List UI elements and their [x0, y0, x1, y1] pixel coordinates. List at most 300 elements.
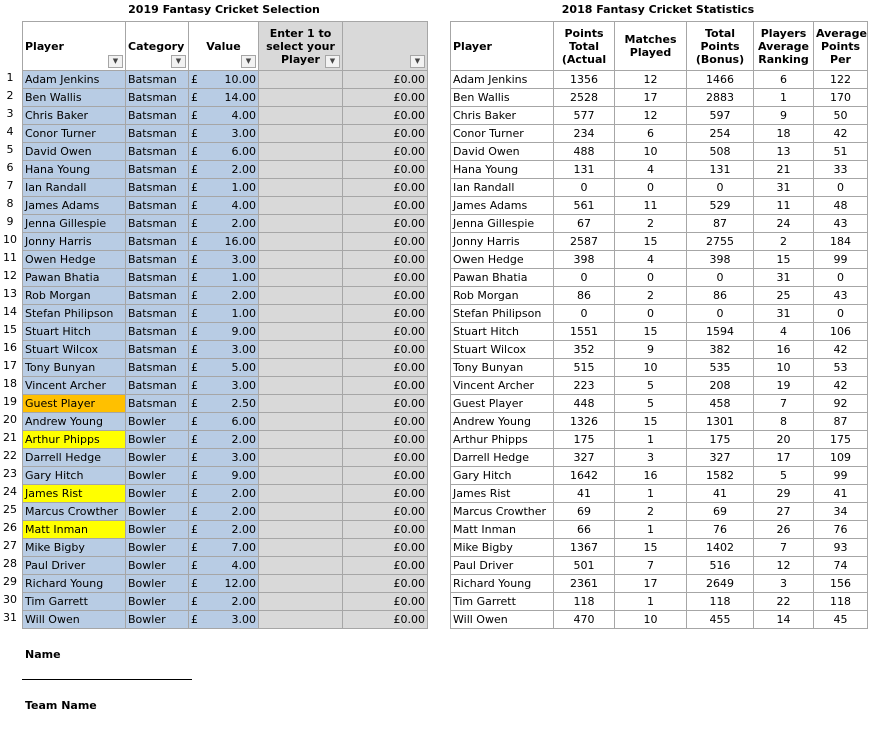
total-points-bonus-cell[interactable]: 516: [687, 557, 754, 575]
average-ranking-cell[interactable]: 4: [754, 323, 814, 341]
matches-played-cell[interactable]: 0: [615, 179, 687, 197]
points-total-cell[interactable]: 234: [554, 125, 615, 143]
total-points-bonus-cell[interactable]: 131: [687, 161, 754, 179]
cost-cell[interactable]: £0.00: [343, 161, 428, 179]
select-input-cell[interactable]: [259, 125, 343, 143]
value-cell[interactable]: [189, 143, 259, 161]
cost-cell[interactable]: £0.00: [343, 467, 428, 485]
average-ranking-cell[interactable]: 20: [754, 431, 814, 449]
value-cell[interactable]: [189, 89, 259, 107]
select-input-cell[interactable]: [259, 503, 343, 521]
stats-player-cell[interactable]: Paul Driver: [451, 557, 554, 575]
category-cell[interactable]: Batsman: [126, 305, 189, 323]
select-input-cell[interactable]: [259, 431, 343, 449]
average-ranking-cell[interactable]: 13: [754, 143, 814, 161]
stats-player-cell[interactable]: Pawan Bhatia: [451, 269, 554, 287]
total-points-bonus-cell[interactable]: 254: [687, 125, 754, 143]
stats-player-cell[interactable]: Hana Young: [451, 161, 554, 179]
stats-player-cell[interactable]: Richard Young: [451, 575, 554, 593]
average-ranking-cell[interactable]: 8: [754, 413, 814, 431]
stats-player-cell[interactable]: Conor Turner: [451, 125, 554, 143]
points-total-cell[interactable]: 69: [554, 503, 615, 521]
matches-played-cell[interactable]: 1: [615, 431, 687, 449]
category-cell[interactable]: Batsman: [126, 215, 189, 233]
average-ranking-cell[interactable]: 1: [754, 89, 814, 107]
matches-played-cell[interactable]: 4: [615, 251, 687, 269]
value-cell[interactable]: [189, 323, 259, 341]
average-ranking-cell[interactable]: 12: [754, 557, 814, 575]
matches-played-cell[interactable]: 1: [615, 521, 687, 539]
filter-dropdown-icon[interactable]: ▼: [108, 55, 123, 68]
cost-cell[interactable]: £0.00: [343, 179, 428, 197]
stats-player-cell[interactable]: Gary Hitch: [451, 467, 554, 485]
category-cell[interactable]: Batsman: [126, 125, 189, 143]
average-points-cell[interactable]: 122: [814, 71, 868, 89]
average-ranking-cell[interactable]: 9: [754, 107, 814, 125]
value-cell[interactable]: [189, 377, 259, 395]
average-ranking-cell[interactable]: 22: [754, 593, 814, 611]
average-points-cell[interactable]: 43: [814, 287, 868, 305]
player-name-cell[interactable]: David Owen: [23, 143, 126, 161]
points-total-cell[interactable]: 515: [554, 359, 615, 377]
cost-cell[interactable]: £0.00: [343, 593, 428, 611]
player-name-cell[interactable]: Gary Hitch: [23, 467, 126, 485]
value-cell[interactable]: [189, 161, 259, 179]
player-name-cell[interactable]: Arthur Phipps: [23, 431, 126, 449]
value-cell[interactable]: [189, 485, 259, 503]
select-input-cell[interactable]: [259, 467, 343, 485]
average-points-cell[interactable]: 0: [814, 305, 868, 323]
select-input-cell[interactable]: [259, 521, 343, 539]
name-input-line[interactable]: [22, 679, 192, 680]
points-total-cell[interactable]: 2587: [554, 233, 615, 251]
category-cell[interactable]: Bowler: [126, 557, 189, 575]
player-name-cell[interactable]: Jenna Gillespie: [23, 215, 126, 233]
cost-cell[interactable]: £0.00: [343, 557, 428, 575]
player-name-cell[interactable]: Tony Bunyan: [23, 359, 126, 377]
average-points-cell[interactable]: 109: [814, 449, 868, 467]
player-name-cell[interactable]: Mike Bigby: [23, 539, 126, 557]
points-total-cell[interactable]: 0: [554, 269, 615, 287]
average-points-cell[interactable]: 93: [814, 539, 868, 557]
average-points-cell[interactable]: 106: [814, 323, 868, 341]
average-points-cell[interactable]: 45: [814, 611, 868, 629]
select-input-cell[interactable]: [259, 179, 343, 197]
stats-player-cell[interactable]: Jonny Harris: [451, 233, 554, 251]
matches-played-cell[interactable]: 5: [615, 377, 687, 395]
average-points-cell[interactable]: 42: [814, 341, 868, 359]
total-points-bonus-cell[interactable]: 327: [687, 449, 754, 467]
filter-dropdown-icon[interactable]: ▼: [325, 55, 340, 68]
value-cell[interactable]: [189, 125, 259, 143]
cost-cell[interactable]: £0.00: [343, 503, 428, 521]
points-total-cell[interactable]: 66: [554, 521, 615, 539]
matches-played-cell[interactable]: 1: [615, 485, 687, 503]
matches-played-cell[interactable]: 9: [615, 341, 687, 359]
cost-cell[interactable]: £0.00: [343, 287, 428, 305]
average-points-cell[interactable]: 42: [814, 125, 868, 143]
value-cell[interactable]: [189, 215, 259, 233]
total-points-bonus-cell[interactable]: 86: [687, 287, 754, 305]
total-points-bonus-cell[interactable]: 2883: [687, 89, 754, 107]
select-input-cell[interactable]: [259, 89, 343, 107]
category-cell[interactable]: Bowler: [126, 539, 189, 557]
value-cell[interactable]: [189, 179, 259, 197]
player-name-cell[interactable]: Adam Jenkins: [23, 71, 126, 89]
stats-player-cell[interactable]: Andrew Young: [451, 413, 554, 431]
category-cell[interactable]: Batsman: [126, 323, 189, 341]
average-ranking-cell[interactable]: 7: [754, 539, 814, 557]
select-input-cell[interactable]: [259, 557, 343, 575]
total-points-bonus-cell[interactable]: 2755: [687, 233, 754, 251]
points-total-cell[interactable]: 2361: [554, 575, 615, 593]
cost-cell[interactable]: £0.00: [343, 323, 428, 341]
value-cell[interactable]: [189, 341, 259, 359]
cost-cell[interactable]: £0.00: [343, 269, 428, 287]
average-ranking-cell[interactable]: 31: [754, 179, 814, 197]
select-input-cell[interactable]: [259, 341, 343, 359]
select-input-cell[interactable]: [259, 71, 343, 89]
select-input-cell[interactable]: [259, 413, 343, 431]
value-cell[interactable]: [189, 197, 259, 215]
stats-player-cell[interactable]: Will Owen: [451, 611, 554, 629]
average-ranking-cell[interactable]: 7: [754, 395, 814, 413]
total-points-bonus-cell[interactable]: 76: [687, 521, 754, 539]
cost-cell[interactable]: £0.00: [343, 395, 428, 413]
points-total-cell[interactable]: 0: [554, 179, 615, 197]
total-points-bonus-cell[interactable]: 508: [687, 143, 754, 161]
average-ranking-cell[interactable]: 18: [754, 125, 814, 143]
select-input-cell[interactable]: [259, 215, 343, 233]
average-points-cell[interactable]: 42: [814, 377, 868, 395]
average-points-cell[interactable]: 170: [814, 89, 868, 107]
cost-cell[interactable]: £0.00: [343, 197, 428, 215]
matches-played-cell[interactable]: 15: [615, 413, 687, 431]
total-points-bonus-cell[interactable]: 1402: [687, 539, 754, 557]
stats-player-cell[interactable]: Ben Wallis: [451, 89, 554, 107]
filter-dropdown-icon[interactable]: ▼: [171, 55, 186, 68]
category-cell[interactable]: Bowler: [126, 503, 189, 521]
player-name-cell[interactable]: Guest Player: [23, 395, 126, 413]
total-points-bonus-cell[interactable]: 175: [687, 431, 754, 449]
points-total-cell[interactable]: 131: [554, 161, 615, 179]
average-points-cell[interactable]: 50: [814, 107, 868, 125]
average-ranking-cell[interactable]: 15: [754, 251, 814, 269]
cost-cell[interactable]: £0.00: [343, 539, 428, 557]
filter-dropdown-icon[interactable]: ▼: [241, 55, 256, 68]
matches-played-cell[interactable]: 2: [615, 215, 687, 233]
average-points-cell[interactable]: 0: [814, 269, 868, 287]
player-name-cell[interactable]: Tim Garrett: [23, 593, 126, 611]
select-input-cell[interactable]: [259, 251, 343, 269]
select-input-cell[interactable]: [259, 575, 343, 593]
cost-cell[interactable]: £0.00: [343, 449, 428, 467]
matches-played-cell[interactable]: 15: [615, 539, 687, 557]
average-ranking-cell[interactable]: 17: [754, 449, 814, 467]
category-cell[interactable]: Batsman: [126, 143, 189, 161]
average-points-cell[interactable]: 92: [814, 395, 868, 413]
select-input-cell[interactable]: [259, 485, 343, 503]
filter-dropdown-icon[interactable]: ▼: [410, 55, 425, 68]
matches-played-cell[interactable]: 15: [615, 323, 687, 341]
matches-played-cell[interactable]: 2: [615, 503, 687, 521]
matches-played-cell[interactable]: 2: [615, 287, 687, 305]
stats-player-cell[interactable]: Marcus Crowther: [451, 503, 554, 521]
total-points-bonus-cell[interactable]: 0: [687, 269, 754, 287]
stats-player-cell[interactable]: Jenna Gillespie: [451, 215, 554, 233]
stats-player-cell[interactable]: Ian Randall: [451, 179, 554, 197]
category-cell[interactable]: Batsman: [126, 251, 189, 269]
average-ranking-cell[interactable]: 19: [754, 377, 814, 395]
points-total-cell[interactable]: 1642: [554, 467, 615, 485]
total-points-bonus-cell[interactable]: 1582: [687, 467, 754, 485]
player-name-cell[interactable]: James Adams: [23, 197, 126, 215]
player-name-cell[interactable]: James Rist: [23, 485, 126, 503]
matches-played-cell[interactable]: 1: [615, 593, 687, 611]
points-total-cell[interactable]: 2528: [554, 89, 615, 107]
total-points-bonus-cell[interactable]: 529: [687, 197, 754, 215]
select-input-cell[interactable]: [259, 233, 343, 251]
value-cell[interactable]: [189, 413, 259, 431]
select-input-cell[interactable]: [259, 449, 343, 467]
stats-player-cell[interactable]: James Rist: [451, 485, 554, 503]
average-points-cell[interactable]: 175: [814, 431, 868, 449]
stats-player-cell[interactable]: David Owen: [451, 143, 554, 161]
player-name-cell[interactable]: Richard Young: [23, 575, 126, 593]
average-points-cell[interactable]: 184: [814, 233, 868, 251]
value-cell[interactable]: [189, 521, 259, 539]
cost-cell[interactable]: £0.00: [343, 575, 428, 593]
player-name-cell[interactable]: Paul Driver: [23, 557, 126, 575]
average-ranking-cell[interactable]: 6: [754, 71, 814, 89]
value-cell[interactable]: [189, 287, 259, 305]
stats-player-cell[interactable]: James Adams: [451, 197, 554, 215]
value-cell[interactable]: [189, 71, 259, 89]
total-points-bonus-cell[interactable]: 0: [687, 179, 754, 197]
category-cell[interactable]: Batsman: [126, 161, 189, 179]
value-cell[interactable]: [189, 107, 259, 125]
matches-played-cell[interactable]: 17: [615, 575, 687, 593]
points-total-cell[interactable]: 118: [554, 593, 615, 611]
value-cell[interactable]: [189, 359, 259, 377]
cost-cell[interactable]: £0.00: [343, 71, 428, 89]
player-name-cell[interactable]: Darrell Hedge: [23, 449, 126, 467]
average-points-cell[interactable]: 76: [814, 521, 868, 539]
player-name-cell[interactable]: Hana Young: [23, 161, 126, 179]
points-total-cell[interactable]: 352: [554, 341, 615, 359]
matches-played-cell[interactable]: 11: [615, 197, 687, 215]
matches-played-cell[interactable]: 6: [615, 125, 687, 143]
value-cell[interactable]: [189, 539, 259, 557]
points-total-cell[interactable]: 448: [554, 395, 615, 413]
average-points-cell[interactable]: 43: [814, 215, 868, 233]
matches-played-cell[interactable]: 15: [615, 233, 687, 251]
value-cell[interactable]: [189, 575, 259, 593]
total-points-bonus-cell[interactable]: 87: [687, 215, 754, 233]
value-cell[interactable]: [189, 269, 259, 287]
cost-cell[interactable]: £0.00: [343, 215, 428, 233]
category-cell[interactable]: Batsman: [126, 377, 189, 395]
average-points-cell[interactable]: 33: [814, 161, 868, 179]
points-total-cell[interactable]: 561: [554, 197, 615, 215]
stats-player-cell[interactable]: Vincent Archer: [451, 377, 554, 395]
player-name-cell[interactable]: Owen Hedge: [23, 251, 126, 269]
total-points-bonus-cell[interactable]: 1301: [687, 413, 754, 431]
stats-player-cell[interactable]: Stefan Philipson: [451, 305, 554, 323]
total-points-bonus-cell[interactable]: 597: [687, 107, 754, 125]
select-input-cell[interactable]: [259, 107, 343, 125]
cost-cell[interactable]: £0.00: [343, 521, 428, 539]
cost-cell[interactable]: £0.00: [343, 341, 428, 359]
matches-played-cell[interactable]: 4: [615, 161, 687, 179]
category-cell[interactable]: Batsman: [126, 71, 189, 89]
average-points-cell[interactable]: 41: [814, 485, 868, 503]
total-points-bonus-cell[interactable]: 458: [687, 395, 754, 413]
matches-played-cell[interactable]: 12: [615, 107, 687, 125]
cost-cell[interactable]: £0.00: [343, 431, 428, 449]
stats-player-cell[interactable]: Matt Inman: [451, 521, 554, 539]
cost-cell[interactable]: £0.00: [343, 89, 428, 107]
player-name-cell[interactable]: Will Owen: [23, 611, 126, 629]
cost-cell[interactable]: £0.00: [343, 233, 428, 251]
total-points-bonus-cell[interactable]: 0: [687, 305, 754, 323]
points-total-cell[interactable]: 41: [554, 485, 615, 503]
select-input-cell[interactable]: [259, 593, 343, 611]
player-name-cell[interactable]: Rob Morgan: [23, 287, 126, 305]
select-input-cell[interactable]: [259, 161, 343, 179]
player-name-cell[interactable]: Marcus Crowther: [23, 503, 126, 521]
player-name-cell[interactable]: Vincent Archer: [23, 377, 126, 395]
select-input-cell[interactable]: [259, 143, 343, 161]
category-cell[interactable]: Bowler: [126, 431, 189, 449]
select-input-cell[interactable]: [259, 539, 343, 557]
select-input-cell[interactable]: [259, 287, 343, 305]
points-total-cell[interactable]: 577: [554, 107, 615, 125]
cost-cell[interactable]: £0.00: [343, 611, 428, 629]
matches-played-cell[interactable]: 10: [615, 143, 687, 161]
player-name-cell[interactable]: Matt Inman: [23, 521, 126, 539]
stats-player-cell[interactable]: Guest Player: [451, 395, 554, 413]
total-points-bonus-cell[interactable]: 398: [687, 251, 754, 269]
points-total-cell[interactable]: 398: [554, 251, 615, 269]
average-ranking-cell[interactable]: 27: [754, 503, 814, 521]
average-points-cell[interactable]: 99: [814, 467, 868, 485]
player-name-cell[interactable]: Conor Turner: [23, 125, 126, 143]
category-cell[interactable]: Bowler: [126, 467, 189, 485]
stats-player-cell[interactable]: Tony Bunyan: [451, 359, 554, 377]
select-input-cell[interactable]: [259, 611, 343, 629]
average-ranking-cell[interactable]: 31: [754, 269, 814, 287]
average-ranking-cell[interactable]: 24: [754, 215, 814, 233]
average-points-cell[interactable]: 48: [814, 197, 868, 215]
matches-played-cell[interactable]: 10: [615, 611, 687, 629]
total-points-bonus-cell[interactable]: 208: [687, 377, 754, 395]
cost-cell[interactable]: £0.00: [343, 377, 428, 395]
player-name-cell[interactable]: Stuart Wilcox: [23, 341, 126, 359]
average-ranking-cell[interactable]: 14: [754, 611, 814, 629]
cost-cell[interactable]: £0.00: [343, 143, 428, 161]
stats-player-cell[interactable]: Mike Bigby: [451, 539, 554, 557]
value-cell[interactable]: [189, 557, 259, 575]
total-points-bonus-cell[interactable]: 455: [687, 611, 754, 629]
cost-cell[interactable]: £0.00: [343, 359, 428, 377]
category-cell[interactable]: Batsman: [126, 179, 189, 197]
value-cell[interactable]: [189, 593, 259, 611]
category-cell[interactable]: Batsman: [126, 89, 189, 107]
points-total-cell[interactable]: 470: [554, 611, 615, 629]
stats-player-cell[interactable]: Darrell Hedge: [451, 449, 554, 467]
points-total-cell[interactable]: 501: [554, 557, 615, 575]
average-ranking-cell[interactable]: 10: [754, 359, 814, 377]
player-name-cell[interactable]: Pawan Bhatia: [23, 269, 126, 287]
points-total-cell[interactable]: 1551: [554, 323, 615, 341]
total-points-bonus-cell[interactable]: 118: [687, 593, 754, 611]
value-cell[interactable]: [189, 395, 259, 413]
value-cell[interactable]: [189, 305, 259, 323]
average-ranking-cell[interactable]: 26: [754, 521, 814, 539]
total-points-bonus-cell[interactable]: 2649: [687, 575, 754, 593]
points-total-cell[interactable]: 488: [554, 143, 615, 161]
select-input-cell[interactable]: [259, 323, 343, 341]
select-input-cell[interactable]: [259, 269, 343, 287]
matches-played-cell[interactable]: 5: [615, 395, 687, 413]
cost-cell[interactable]: £0.00: [343, 107, 428, 125]
matches-played-cell[interactable]: 0: [615, 305, 687, 323]
cost-cell[interactable]: £0.00: [343, 413, 428, 431]
points-total-cell[interactable]: 1356: [554, 71, 615, 89]
category-cell[interactable]: Bowler: [126, 413, 189, 431]
cost-cell[interactable]: £0.00: [343, 125, 428, 143]
points-total-cell[interactable]: 1367: [554, 539, 615, 557]
matches-played-cell[interactable]: 3: [615, 449, 687, 467]
category-cell[interactable]: Bowler: [126, 575, 189, 593]
average-ranking-cell[interactable]: 25: [754, 287, 814, 305]
player-name-cell[interactable]: Stefan Philipson: [23, 305, 126, 323]
average-points-cell[interactable]: 118: [814, 593, 868, 611]
player-name-cell[interactable]: Andrew Young: [23, 413, 126, 431]
category-cell[interactable]: Batsman: [126, 287, 189, 305]
stats-player-cell[interactable]: Arthur Phipps: [451, 431, 554, 449]
matches-played-cell[interactable]: 16: [615, 467, 687, 485]
category-cell[interactable]: Bowler: [126, 611, 189, 629]
average-ranking-cell[interactable]: 16: [754, 341, 814, 359]
category-cell[interactable]: Bowler: [126, 593, 189, 611]
category-cell[interactable]: Bowler: [126, 521, 189, 539]
select-input-cell[interactable]: [259, 395, 343, 413]
total-points-bonus-cell[interactable]: 535: [687, 359, 754, 377]
total-points-bonus-cell[interactable]: 382: [687, 341, 754, 359]
total-points-bonus-cell[interactable]: 69: [687, 503, 754, 521]
stats-player-cell[interactable]: Adam Jenkins: [451, 71, 554, 89]
points-total-cell[interactable]: 86: [554, 287, 615, 305]
matches-played-cell[interactable]: 7: [615, 557, 687, 575]
average-points-cell[interactable]: 34: [814, 503, 868, 521]
category-cell[interactable]: Batsman: [126, 269, 189, 287]
average-ranking-cell[interactable]: 5: [754, 467, 814, 485]
matches-played-cell[interactable]: 12: [615, 71, 687, 89]
select-input-cell[interactable]: [259, 197, 343, 215]
matches-played-cell[interactable]: 0: [615, 269, 687, 287]
average-ranking-cell[interactable]: 29: [754, 485, 814, 503]
points-total-cell[interactable]: 223: [554, 377, 615, 395]
stats-player-cell[interactable]: Chris Baker: [451, 107, 554, 125]
value-cell[interactable]: [189, 431, 259, 449]
stats-player-cell[interactable]: Rob Morgan: [451, 287, 554, 305]
player-name-cell[interactable]: Ben Wallis: [23, 89, 126, 107]
category-cell[interactable]: Batsman: [126, 233, 189, 251]
category-cell[interactable]: Batsman: [126, 341, 189, 359]
average-points-cell[interactable]: 0: [814, 179, 868, 197]
